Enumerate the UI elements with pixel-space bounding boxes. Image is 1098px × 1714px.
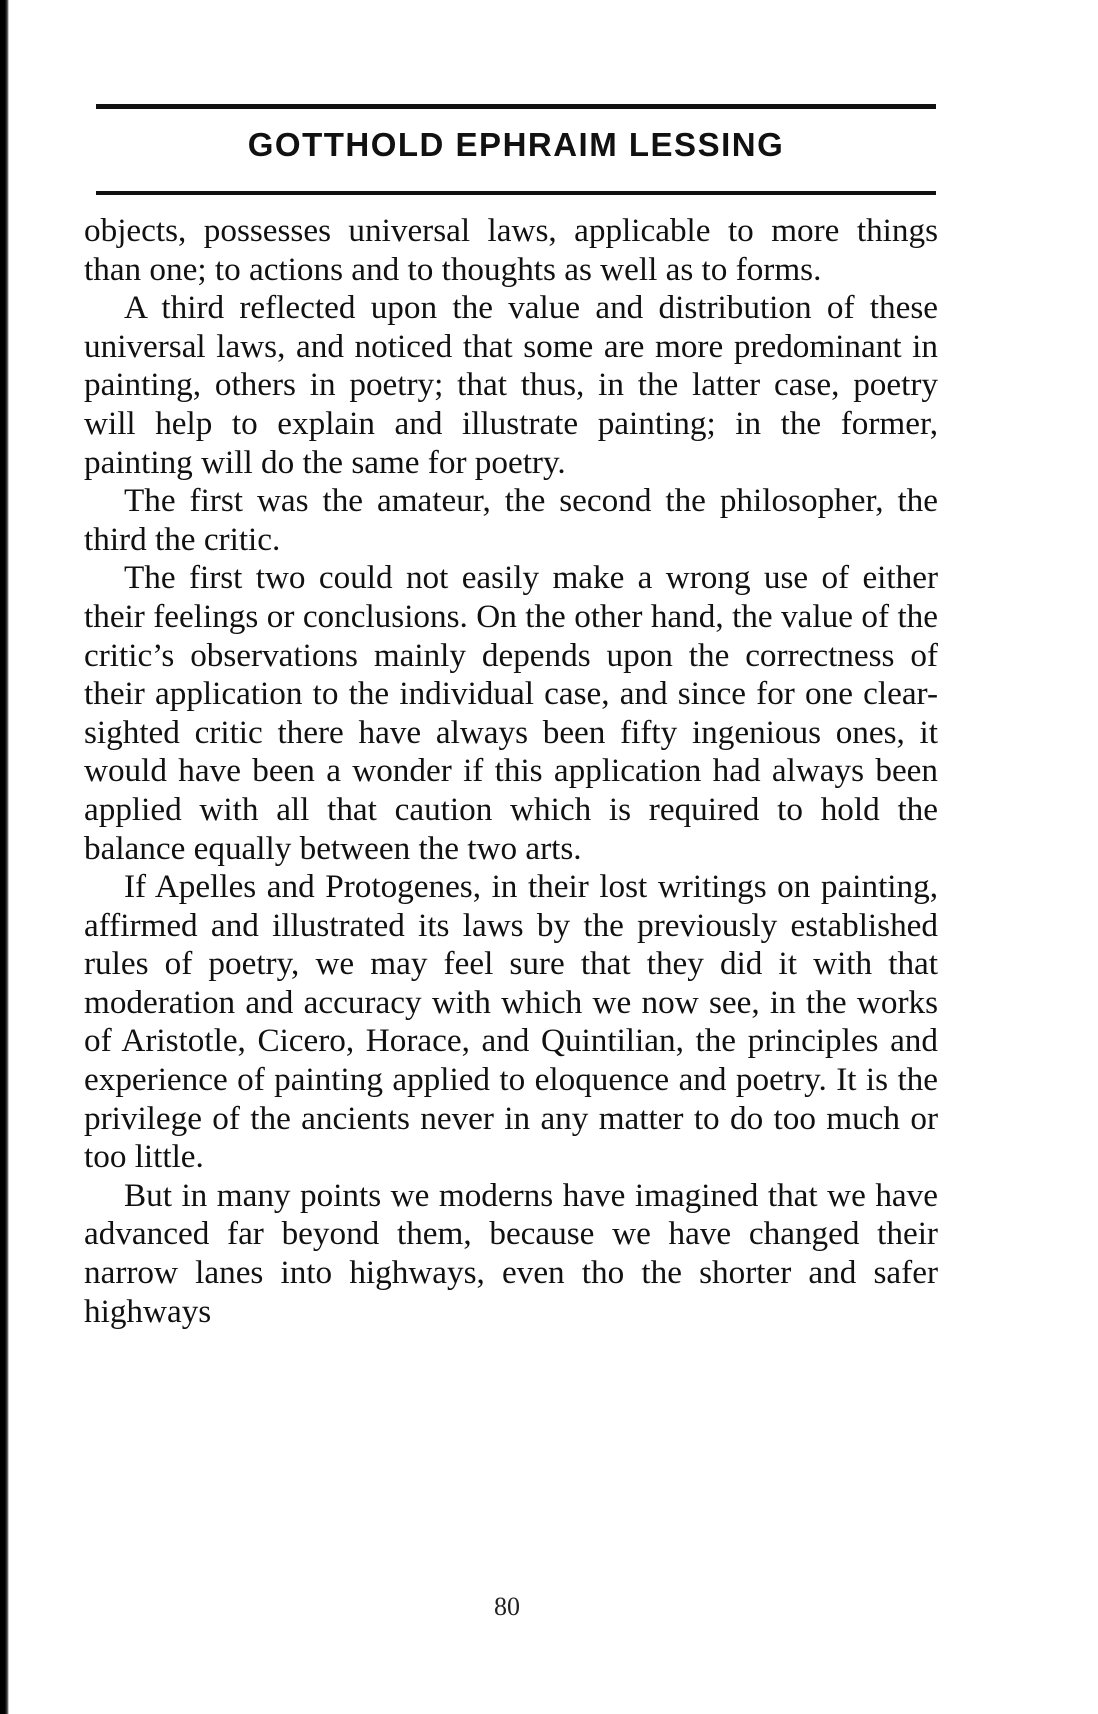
paragraph: If Apelles and Protogenes, in their lost writings on painting, affirmed and illustrated its laws by the previously established rules of poetry, we may feel sure that they did it with that moderation and accuracy with which we now see, in the works of Aristotle, Cicero, Horace, and Quintilian, the principles and experience of painting applied to eloquence and poetry. It is the privilege of the ancients never in any matter to do too much or too little.	[84, 868, 938, 1176]
paragraph: The first two could not easily make a wrong use of either their feelings or conclusions. On the other hand, the value of the critic’s observations mainly depends upon the correctness of their application to the individual case, and since for one clear-sighted critic there have always been fifty ingenious ones, it would have been a wonder if this application had always been applied with all that caution which is required to hold the balance equally between the two arts.	[84, 559, 938, 867]
paragraph: A third reflected upon the value and distribution of these universal laws, and noticed that some are more predominant in painting, others in poetry; that thus, in the latter case, poetry will help to explain and illustrate painting; in the former, painting will do the same for poetry.	[84, 289, 938, 481]
binding-edge	[0, 0, 9, 1714]
header-rule-bottom	[96, 191, 936, 195]
paragraph: But in many points we moderns have imagined that we have advanced far beyond them, because we have changed their narrow lanes into highways, even tho the shorter and safer highways	[84, 1176, 938, 1330]
body-text	[84, 212, 938, 1331]
paragraph-continued: objects, possesses universal laws, applicable to more things than one; to actions and to thoughts as well as to forms.	[84, 212, 938, 288]
running-head: GOTTHOLD EPHRAIM LESSING	[247, 126, 785, 163]
header-rule-top	[96, 104, 936, 109]
page-number: 80	[494, 1592, 520, 1621]
paragraph: The first was the amateur, the second the philosopher, the third the critic.	[84, 482, 938, 558]
